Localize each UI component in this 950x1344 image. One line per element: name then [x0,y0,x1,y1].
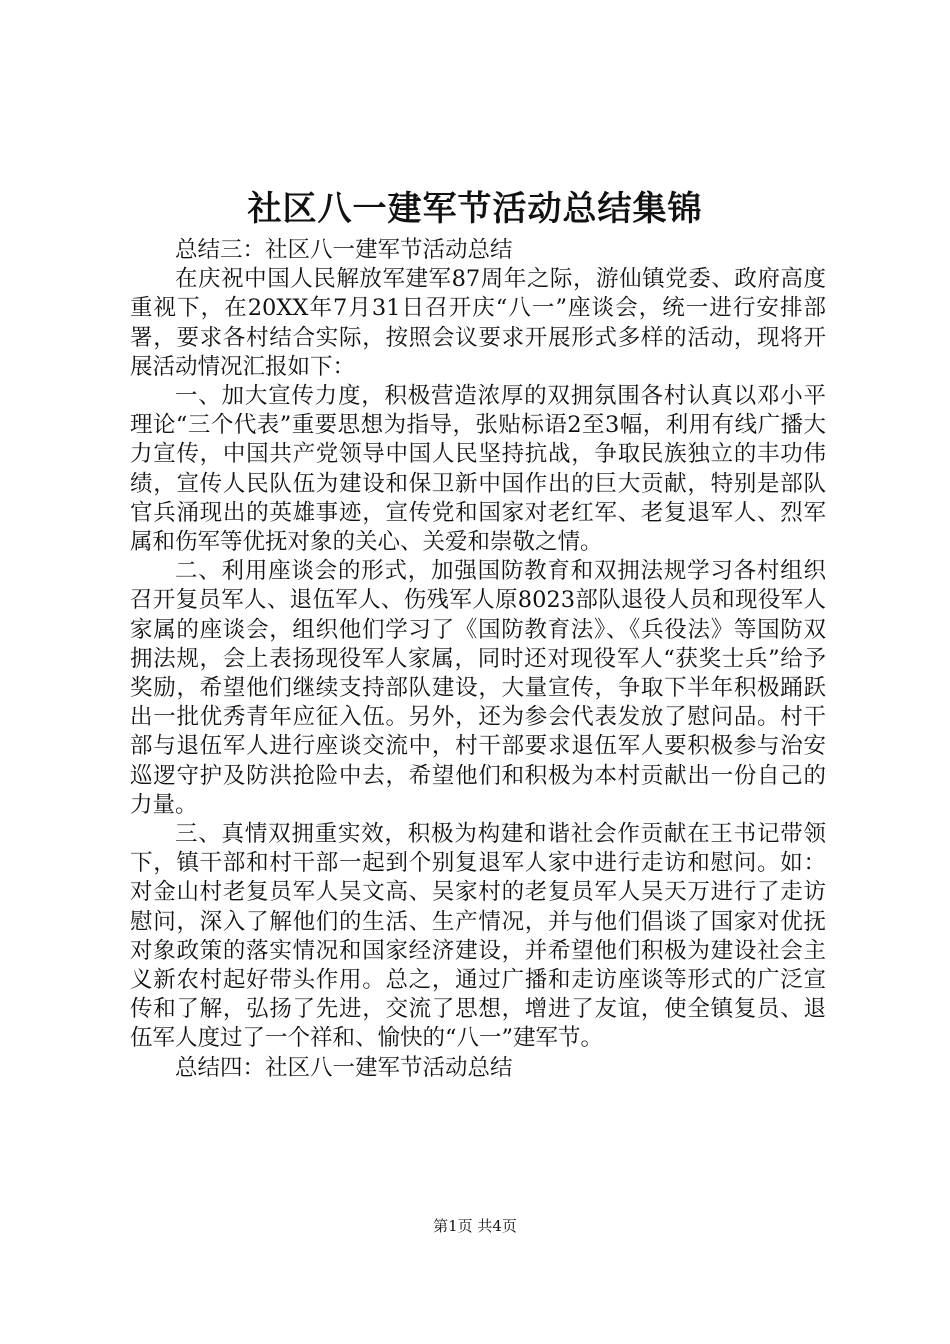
section-heading-3: 总结三：社区八一建军节活动总结 [175,237,513,263]
page-number-footer: 第1页 共4页 [433,1217,517,1235]
paragraph-point-2: 二、利用座谈会的形式，加强国防教育和双拥法规学习各村组织召开复员军人、退伍军人、伤残军人原8023部队退役人员和现役军人家属的座谈会，组织他们学习了《国防教育法》、《兵役法》等国防双拥法规，会上表扬现役军人家属，同时还对现役军人“获奖士兵”给予奖励，希望他们继续支持部队建设，大量宣传，争取下半年积极踊跃出一批优秀青年应征入伍。另外，还为参会代表发放了慰问品。村干部与退伍军人进行座谈交流中，村干部要求退伍军人要积极参与治安巡逻守护及防洪抢险中去，希望他们和积极为本村贡献出一份自己的力量。 [130,558,826,818]
document-body [130,236,826,1083]
paragraph-point-3: 三、真情双拥重实效，积极为构建和谐社会作贡献在王书记带领下，镇干部和村干部一起到个别复退军人家中进行走访和慰问。如：对金山村老复员军人吴文高、吴家村的老复员军人吴天万进行了走访慰问，深入了解他们的生活、生产情况，并与他们倡谈了国家对优抚对象政策的落实情况和国家经济建设，并希望他们积极为建设社会主义新农村起好带头作用。总之，通过广播和走访座谈等形式的广泛宣传和了解，弘扬了先进，交流了思想，增进了友谊，使全镇复员、退伍军人度过了一个祥和、愉快的“八一”建军节。 [130,821,826,1052]
paragraph-intro: 在庆祝中国人民解放军建军87周年之际，游仙镇党委、政府高度重视下，在20XX年7月31日召开庆“八一”座谈会，统一进行安排部署，要求各村结合实际，按照会议要求开展形式多样的活动，现将开展活动情况汇报如下： [130,266,826,380]
document-title: 社区八一建军节活动总结集锦 [247,189,703,229]
section-heading-4: 总结四：社区八一建军节活动总结 [175,1054,513,1081]
paragraph-point-1: 一、加大宣传力度，积极营造浓厚的双拥氛围各村认真以邓小平理论“三个代表”重要思想为指导，张贴标语2至3幅，利用有线广播大力宣传，中国共产党领导中国人民坚持抗战，争取民族独立的丰功伟绩，宣传人民队伍为建设和保卫新中国作出的巨大贡献，特别是部队官兵涌现出的英雄事迹，宣传党和国家对老红军、老复退军人、烈军属和伤军等优抚对象的关心、关爱和崇敬之情。 [130,383,826,556]
